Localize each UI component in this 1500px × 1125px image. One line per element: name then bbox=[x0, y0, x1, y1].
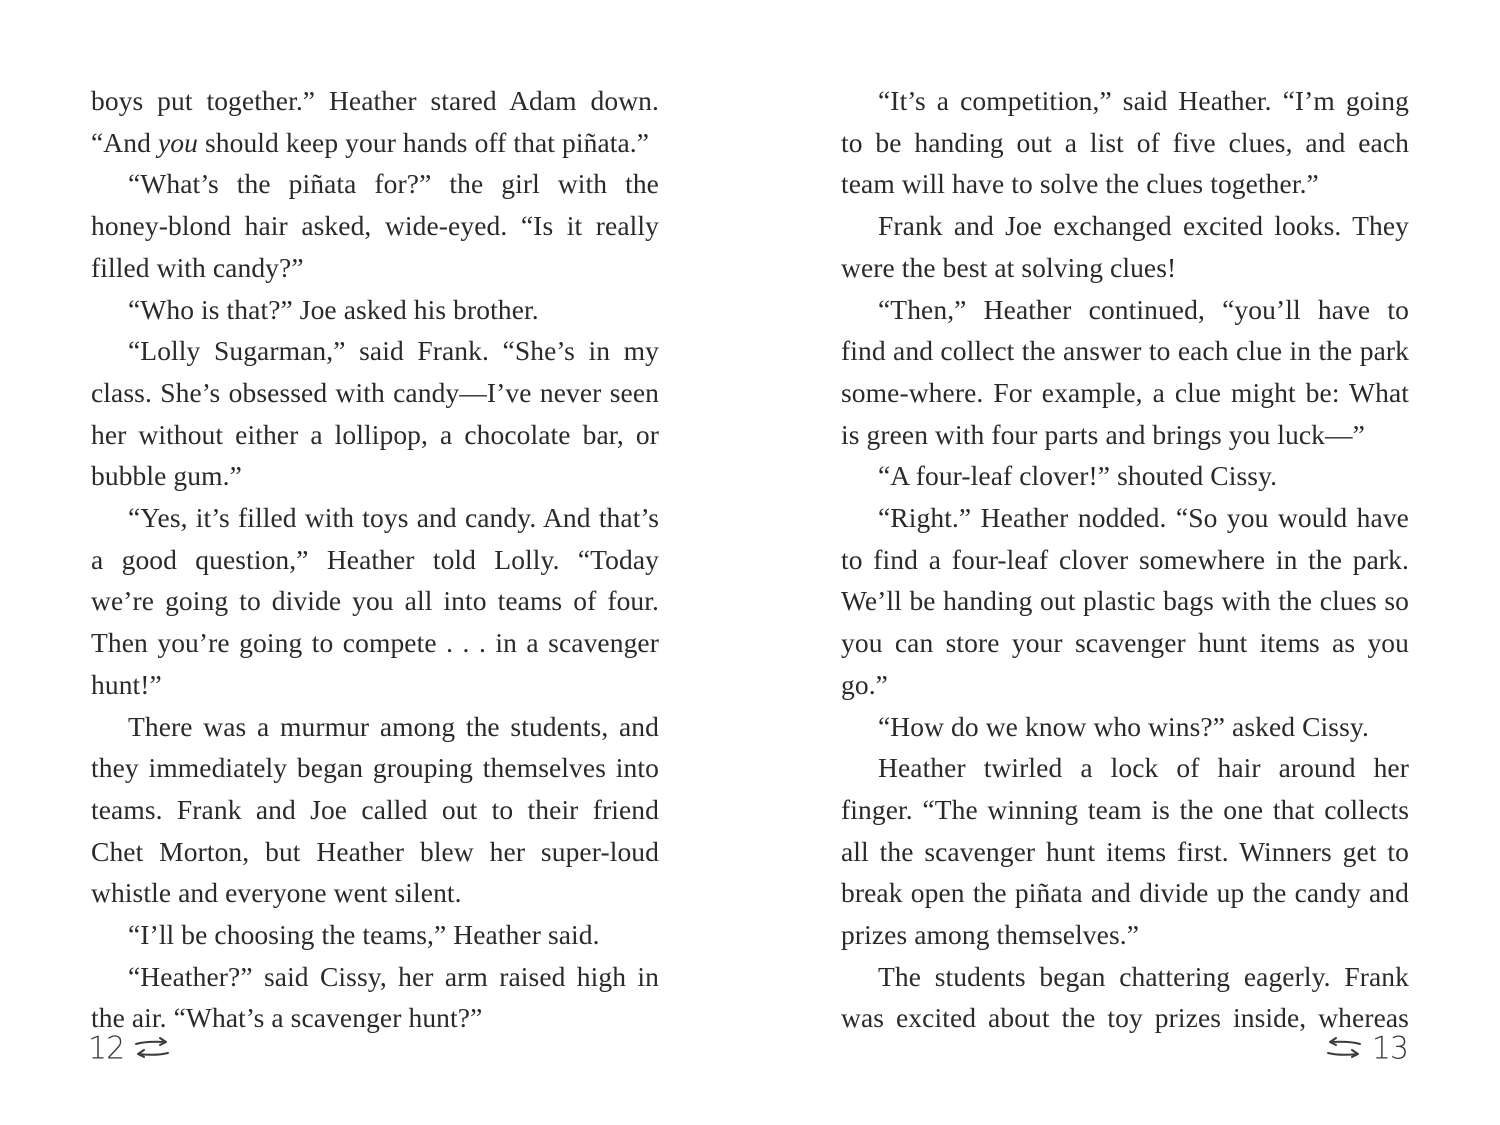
paragraph: boys put together.” Heather stared Adam down. “And you should keep your hands off that piñata.” bbox=[91, 85, 659, 158]
paragraph: “What’s the piñata for?” the girl with the honey-blond hair asked, wide-eyed. “Is it really filled with candy?” bbox=[91, 168, 659, 283]
paragraph: Heather twirled a lock of hair around her finger. “The winning team is the one that collects all the scavenger hunt items first. Winners get to break open the piñata and divide up the candy and prizes among themselves.” bbox=[841, 752, 1409, 951]
paragraph: “Heather?” said Cissy, her arm raised high in the air. “What’s a scavenger hunt?” bbox=[91, 960, 659, 1034]
double-arrow-icon bbox=[1326, 1036, 1362, 1060]
paragraph: “I’ll be choosing the teams,” Heather said. bbox=[128, 919, 600, 951]
paragraph: The students began chattering eagerly. Frank was excited about the toy prizes inside, whereas bbox=[841, 960, 1409, 1034]
paragraph: “Right.” Heather nodded. “So you would have to find a four-leaf clover somewhere in the park. We’ll be handing out plastic bags with the clues so you can store your scavenger hunt items as you go.” bbox=[841, 502, 1409, 700]
paragraph: “Lolly Sugarman,” said Frank. “She’s in my class. She’s obsessed with candy—I’ve never seen her without either a lollipop, a chocolate bar, or bubble gum.” bbox=[91, 335, 659, 492]
double-arrow-icon bbox=[134, 1036, 170, 1060]
left-page bbox=[91, 80, 659, 1039]
paragraph: “Yes, it’s filled with toys and candy. And that’s a good question,” Heather told Lolly. “Today we’re going to divide you all into teams of four. Then you’re going to compete . . . in a scavenger hunt!” bbox=[91, 502, 659, 700]
paragraph: Frank and Joe exchanged excited looks. They were the best at solving clues! bbox=[841, 210, 1409, 283]
page-number: 12 bbox=[88, 1029, 125, 1067]
page-number: 13 bbox=[1371, 1029, 1408, 1067]
left-page-folio bbox=[88, 1030, 170, 1066]
paragraph: “How do we know who wins?” asked Cissy. bbox=[878, 710, 1369, 742]
paragraph: “It’s a competition,” said Heather. “I’m going to be handing out a list of five clues, and each team will have to solve the clues together.” bbox=[841, 85, 1409, 200]
paragraph: There was a murmur among the students, and they immediately began grouping themselves into teams. Frank and Joe called out to their friend Chet Morton, but Heather blew her super-loud whistle and everyone went silent. bbox=[91, 710, 659, 909]
right-page-folio bbox=[1326, 1030, 1408, 1066]
emphasis-you: you bbox=[157, 126, 198, 158]
paragraph: “Who is that?” Joe asked his brother. bbox=[128, 293, 539, 325]
paragraph: “A four-leaf clover!” shouted Cissy. bbox=[878, 460, 1278, 492]
right-page bbox=[841, 80, 1409, 1039]
paragraph: “Then,” Heather continued, “you’ll have to find and collect the answer to each clue in the park some-where. For example, a clue might be: What is green with four parts and brings you luck—” bbox=[841, 293, 1409, 450]
